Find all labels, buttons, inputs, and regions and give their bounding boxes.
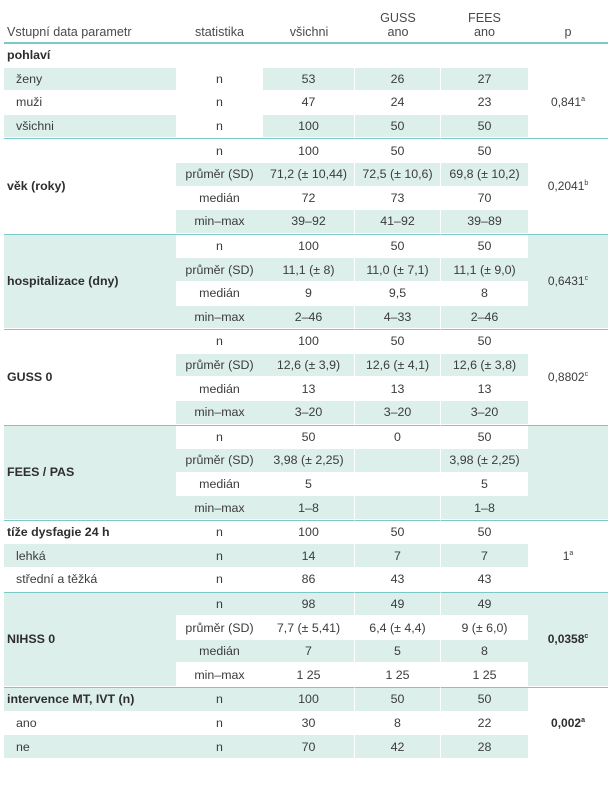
cell-all: 2–46 — [263, 306, 355, 330]
cell-all: 100 — [263, 234, 355, 259]
cell-all: 11,1 (± 8) — [263, 258, 355, 282]
p-value-text: 0,841 — [551, 95, 582, 110]
table-row — [4, 425, 608, 450]
header-param: Vstupní data parametr — [4, 2, 176, 44]
cell-guss: 9,5 — [355, 282, 441, 306]
cell-all: 5 — [263, 473, 355, 497]
cell-stat: medián — [176, 640, 263, 664]
cell-all: 70 — [263, 735, 355, 759]
cell-all: 3,98 (± 2,25) — [263, 449, 355, 473]
cell-all: 9 — [263, 282, 355, 306]
cell-guss: 49 — [355, 592, 441, 617]
header-stat: statistika — [176, 2, 263, 44]
cell-guss: 1 25 — [355, 663, 441, 687]
cell-stat: medián — [176, 377, 263, 401]
cell-stat: průměr (SD) — [176, 616, 263, 640]
table-row — [4, 138, 608, 163]
header-guss — [355, 2, 441, 44]
data-table — [4, 2, 608, 759]
cell-fees: 5 — [441, 473, 528, 497]
cell-guss: 43 — [355, 568, 441, 592]
cell-fees: 8 — [441, 640, 528, 664]
row-label: ano — [4, 712, 176, 736]
cell-guss: 42 — [355, 735, 441, 759]
table-row — [4, 544, 608, 568]
p-value-nihss — [528, 592, 608, 687]
p-value-fees — [528, 425, 608, 520]
table-row — [4, 568, 608, 592]
row-label: lehká — [4, 544, 176, 568]
row-label: ženy — [4, 68, 176, 92]
cell-guss: 24 — [355, 91, 441, 115]
cell-all: 72 — [263, 187, 355, 211]
cell-all: 7 — [263, 640, 355, 664]
cell-all: 7,7 (± 5,41) — [263, 616, 355, 640]
cell-fees: 3,98 (± 2,25) — [441, 449, 528, 473]
header-row — [4, 2, 608, 44]
cell-fees: 50 — [441, 425, 528, 450]
p-value-footnote: a — [581, 716, 585, 724]
cell-fees: 1 25 — [441, 663, 528, 687]
cell-fees: 50 — [441, 520, 528, 545]
cell-fees: 69,8 (± 10,2) — [441, 163, 528, 187]
cell-all: 71,2 (± 10,44) — [263, 163, 355, 187]
p-value-text: 0,8802 — [547, 369, 585, 384]
cell-guss — [355, 449, 441, 473]
cell-stat: n — [176, 115, 263, 139]
cell-all: 86 — [263, 568, 355, 592]
cell-guss: 50 — [355, 234, 441, 259]
cell-guss: 50 — [355, 687, 441, 712]
table-row — [4, 735, 608, 759]
cell-all: 1 25 — [263, 663, 355, 687]
table-row — [4, 234, 608, 259]
cell-guss: 50 — [355, 520, 441, 545]
p-value-hospitalizace — [528, 234, 608, 329]
cell-fees: 7 — [441, 544, 528, 568]
cell-fees: 9 (± 6,0) — [441, 616, 528, 640]
cell-stat: min–max — [176, 496, 263, 520]
p-value-text: 0,002 — [551, 715, 582, 730]
cell-stat: min–max — [176, 306, 263, 330]
cell-fees: 8 — [441, 282, 528, 306]
p-value-footnote: b — [584, 180, 589, 188]
p-value-text: 0,2041 — [547, 179, 585, 194]
table-row — [4, 712, 608, 736]
cell-fees: 50 — [441, 115, 528, 139]
cell-guss: 12,6 (± 4,1) — [355, 354, 441, 378]
table-row — [4, 520, 608, 545]
cell-fees: 28 — [441, 735, 528, 759]
section-label-fees: FEES / PAS — [4, 425, 176, 520]
header-fees-line1: FEES — [468, 11, 501, 25]
section-label-vek: věk (roky) — [4, 138, 176, 233]
cell-guss: 73 — [355, 187, 441, 211]
cell-guss: 11,0 (± 7,1) — [355, 258, 441, 282]
cell-stat: medián — [176, 187, 263, 211]
cell-all: 50 — [263, 425, 355, 450]
cell-fees: 43 — [441, 568, 528, 592]
p-value-text: 1 — [562, 548, 570, 563]
p-value-footnote: c — [584, 370, 589, 378]
p-value-text: 0,0358 — [547, 632, 585, 647]
cell-stat: n — [176, 234, 263, 259]
section-label-tize: tíže dysfagie 24 h — [4, 520, 176, 545]
table-row — [4, 91, 608, 115]
cell-guss: 4–33 — [355, 306, 441, 330]
p-value-vek — [528, 138, 608, 233]
cell-fees: 13 — [441, 377, 528, 401]
table-row — [4, 68, 608, 92]
cell-guss: 8 — [355, 712, 441, 736]
cell-stat: n — [176, 329, 263, 354]
header-fees-line2: ano — [473, 25, 495, 39]
row-label: střední a těžká — [4, 568, 176, 592]
cell-guss: 72,5 (± 10,6) — [355, 163, 441, 187]
header-guss-line1: GUSS — [380, 11, 416, 25]
cell-fees: 50 — [441, 138, 528, 163]
cell-fees: 50 — [441, 329, 528, 354]
cell-fees: 3–20 — [441, 401, 528, 425]
cell-stat: medián — [176, 282, 263, 306]
p-value-guss — [528, 329, 608, 424]
cell-all: 39–92 — [263, 210, 355, 234]
header-guss-line2: ano — [387, 25, 409, 39]
cell-fees: 22 — [441, 712, 528, 736]
p-value-footnote: c — [584, 633, 589, 641]
cell-all: 53 — [263, 68, 355, 92]
cell-fees: 49 — [441, 592, 528, 617]
cell-stat: medián — [176, 473, 263, 497]
cell-guss: 3–20 — [355, 401, 441, 425]
header-p: p — [528, 2, 608, 44]
cell-fees: 1–8 — [441, 496, 528, 520]
cell-guss: 5 — [355, 640, 441, 664]
p-value-footnote: c — [584, 275, 589, 283]
p-value-footnote: a — [569, 549, 574, 557]
section-label-nihss: NIHSS 0 — [4, 592, 176, 687]
table-row — [4, 687, 608, 712]
cell-stat: min–max — [176, 663, 263, 687]
cell-stat: n — [176, 68, 263, 92]
cell-all: 98 — [263, 592, 355, 617]
cell-stat: průměr (SD) — [176, 163, 263, 187]
cell-stat: n — [176, 91, 263, 115]
cell-guss: 6,4 (± 4,4) — [355, 616, 441, 640]
section-label-pohlavi: pohlaví — [4, 44, 608, 68]
cell-guss: 7 — [355, 544, 441, 568]
cell-fees: 27 — [441, 68, 528, 92]
cell-all: 13 — [263, 377, 355, 401]
table-row — [4, 329, 608, 354]
cell-all: 12,6 (± 3,9) — [263, 354, 355, 378]
cell-stat: min–max — [176, 210, 263, 234]
cell-stat: n — [176, 544, 263, 568]
p-value-intervence — [528, 687, 608, 759]
cell-stat: n — [176, 520, 263, 545]
header-all: všichni — [263, 2, 355, 44]
cell-guss: 0 — [355, 425, 441, 450]
p-value-pohlavi — [528, 68, 608, 139]
table-row — [4, 592, 608, 617]
row-label: ne — [4, 735, 176, 759]
table-row — [4, 44, 608, 68]
cell-stat: n — [176, 425, 263, 450]
cell-stat: n — [176, 687, 263, 712]
cell-fees: 2–46 — [441, 306, 528, 330]
cell-all: 100 — [263, 329, 355, 354]
cell-guss: 26 — [355, 68, 441, 92]
p-value-footnote: a — [581, 96, 585, 104]
cell-guss: 50 — [355, 329, 441, 354]
cell-all: 100 — [263, 138, 355, 163]
cell-all: 100 — [263, 115, 355, 139]
cell-stat: n — [176, 712, 263, 736]
cell-fees: 39–89 — [441, 210, 528, 234]
cell-all: 14 — [263, 544, 355, 568]
cell-fees: 11,1 (± 9,0) — [441, 258, 528, 282]
cell-stat: n — [176, 735, 263, 759]
cell-stat: průměr (SD) — [176, 354, 263, 378]
table-row — [4, 115, 608, 139]
cell-guss: 41–92 — [355, 210, 441, 234]
cell-all: 30 — [263, 712, 355, 736]
cell-guss: 50 — [355, 138, 441, 163]
p-value-text: 0,6431 — [547, 274, 585, 289]
cell-all: 47 — [263, 91, 355, 115]
cell-guss: 13 — [355, 377, 441, 401]
cell-guss: 50 — [355, 115, 441, 139]
row-label: všichni — [4, 115, 176, 139]
section-label-guss: GUSS 0 — [4, 329, 176, 424]
cell-all: 3–20 — [263, 401, 355, 425]
cell-stat: n — [176, 568, 263, 592]
cell-stat: průměr (SD) — [176, 258, 263, 282]
cell-guss — [355, 473, 441, 497]
cell-fees: 12,6 (± 3,8) — [441, 354, 528, 378]
header-fees — [441, 2, 528, 44]
p-value-tize — [528, 520, 608, 592]
section-label-hospitalizace: hospitalizace (dny) — [4, 234, 176, 329]
cell-fees: 50 — [441, 687, 528, 712]
cell-stat: min–max — [176, 401, 263, 425]
cell-fees: 50 — [441, 234, 528, 259]
section-label-intervence: intervence MT, IVT (n) — [4, 687, 176, 712]
cell-stat: n — [176, 138, 263, 163]
cell-stat: n — [176, 592, 263, 617]
cell-all: 100 — [263, 687, 355, 712]
cell-all: 1–8 — [263, 496, 355, 520]
row-label: muži — [4, 91, 176, 115]
cell-fees: 70 — [441, 187, 528, 211]
cell-guss — [355, 496, 441, 520]
cell-stat: průměr (SD) — [176, 449, 263, 473]
cell-fees: 23 — [441, 91, 528, 115]
cell-all: 100 — [263, 520, 355, 545]
